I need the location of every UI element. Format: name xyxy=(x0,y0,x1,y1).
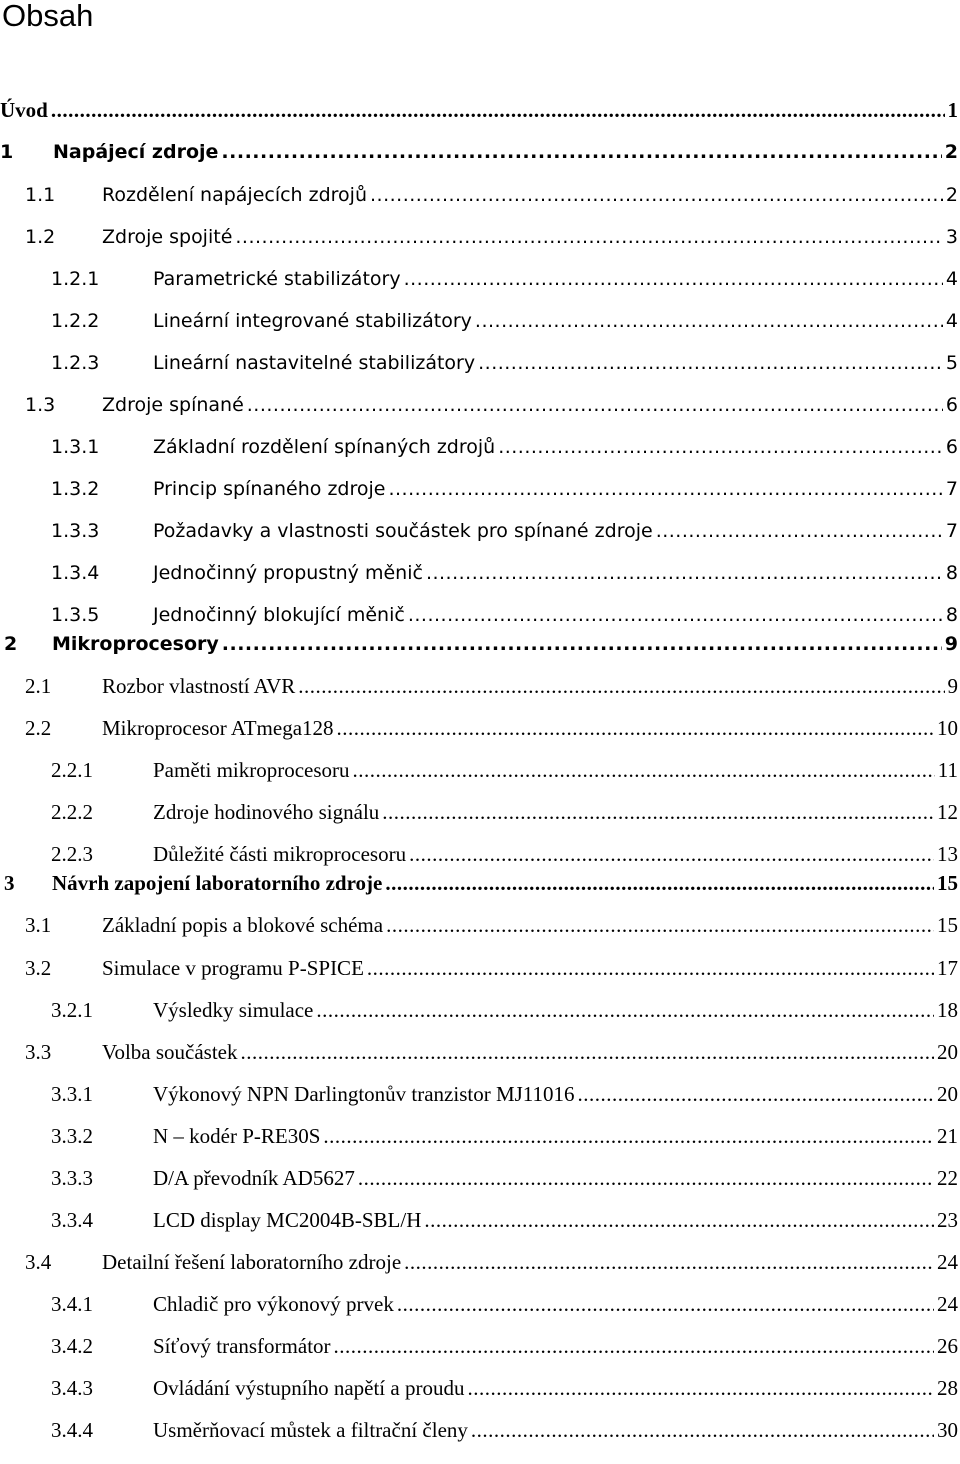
toc-entry-number: 3.3.3 xyxy=(51,1166,93,1190)
dot-leader xyxy=(471,1415,934,1445)
toc-entry-page-number: 6 xyxy=(945,436,958,458)
toc-entry-page-number: 1 xyxy=(947,98,958,122)
toc-entry[interactable] xyxy=(25,180,960,210)
dot-leader xyxy=(404,1247,934,1277)
dot-leader xyxy=(298,671,944,701)
toc-entry[interactable] xyxy=(51,1121,960,1151)
toc-entry-number: 2.2.3 xyxy=(51,842,93,866)
dot-leader xyxy=(241,1037,934,1067)
toc-entry[interactable] xyxy=(51,839,960,869)
toc-entry-title: N – kodér P-RE30S xyxy=(153,1124,321,1148)
toc-entry-number: 2.2 xyxy=(25,716,52,740)
dot-leader xyxy=(51,95,945,125)
toc-entry-title: Zdroje hodinového signálu xyxy=(153,800,380,824)
toc-entry-page-number: 26 xyxy=(937,1334,958,1358)
toc-entry-title: Zdroje spojité xyxy=(102,226,233,248)
toc-entry-page-number: 7 xyxy=(945,520,958,542)
dot-leader xyxy=(337,713,934,743)
toc-entry-number: 3.4.1 xyxy=(51,1292,93,1316)
toc-entry-number: 3.4.3 xyxy=(51,1376,93,1400)
toc-entry[interactable] xyxy=(51,1163,960,1193)
toc-entry-number: 3.2.1 xyxy=(51,998,93,1022)
dot-leader xyxy=(498,432,943,462)
toc-entry-page-number: 15 xyxy=(937,871,958,895)
toc-entry[interactable] xyxy=(51,1289,960,1319)
dot-leader xyxy=(467,1373,934,1403)
toc-entry[interactable] xyxy=(51,600,960,630)
toc-entry[interactable] xyxy=(51,474,960,504)
toc-entry-page-number: 17 xyxy=(937,956,958,980)
dot-leader xyxy=(353,755,935,785)
toc-entry-title: Ovládání výstupního napětí a proudu xyxy=(153,1376,465,1400)
toc-entry-page-number: 7 xyxy=(945,478,958,500)
toc-entry-page-number: 4 xyxy=(945,310,958,332)
toc-entry-number: 3.4.4 xyxy=(51,1418,93,1442)
toc-entry-number: 1.2 xyxy=(25,226,56,248)
dot-leader xyxy=(409,839,934,869)
toc-entry-page-number: 12 xyxy=(937,800,958,824)
toc-entry-page-number: 8 xyxy=(945,604,958,626)
toc-entry-page-number: 28 xyxy=(937,1376,958,1400)
toc-entry-page-number: 22 xyxy=(937,1166,958,1190)
toc-entry-title: Princip spínaného zdroje xyxy=(153,478,386,500)
toc-entry[interactable] xyxy=(25,910,960,940)
toc-entry-page-number: 13 xyxy=(937,842,958,866)
toc-entry-title: Základní rozdělení spínaných zdrojů xyxy=(153,436,496,458)
dot-leader xyxy=(370,180,943,210)
toc-entry[interactable] xyxy=(25,1037,960,1067)
toc-entry[interactable] xyxy=(51,1205,960,1235)
dot-leader xyxy=(404,264,943,294)
dot-leader xyxy=(316,995,934,1025)
dot-leader xyxy=(388,474,942,504)
toc-entry-title: Výkonový NPN Darlingtonův tranzistor MJ11016 xyxy=(153,1082,575,1106)
dot-leader xyxy=(222,629,942,659)
toc-entry-number: 1.3.1 xyxy=(51,436,100,458)
toc-entry[interactable] xyxy=(51,558,960,588)
toc-entry[interactable] xyxy=(25,222,960,252)
toc-entry[interactable] xyxy=(51,348,960,378)
toc-entry[interactable] xyxy=(51,306,960,336)
dot-leader xyxy=(386,910,934,940)
toc-entry-title: Mikroprocesor ATmega128 xyxy=(102,716,334,740)
toc-entry-page-number: 15 xyxy=(937,913,958,937)
toc-entry[interactable] xyxy=(0,95,960,125)
toc-entry-title: Paměti mikroprocesoru xyxy=(153,758,350,782)
toc-entry-title: Úvod xyxy=(0,98,48,122)
toc-entry-number: 2.1 xyxy=(25,674,52,698)
toc-entry-page-number: 30 xyxy=(937,1418,958,1442)
toc-entry[interactable] xyxy=(25,1247,960,1277)
dot-leader xyxy=(382,797,934,827)
toc-entry-title: Návrh zapojení laboratorního zdroje xyxy=(52,871,383,895)
toc-entry-page-number: 21 xyxy=(937,1124,958,1148)
toc-entry-number: 1 xyxy=(0,141,14,163)
toc-entry[interactable] xyxy=(51,432,960,462)
toc-entry[interactable] xyxy=(51,1079,960,1109)
toc-entry-page-number: 10 xyxy=(937,716,958,740)
toc-entry-number: 3.2 xyxy=(25,956,52,980)
dot-leader xyxy=(408,600,943,630)
toc-entry[interactable] xyxy=(51,1415,960,1445)
dot-leader xyxy=(578,1079,934,1109)
toc-entry-number: 3.4.2 xyxy=(51,1334,93,1358)
toc-entry-page-number: 8 xyxy=(945,562,958,584)
toc-entry-title: Důležité části mikroprocesoru xyxy=(153,842,407,866)
toc-entry-page-number: 11 xyxy=(937,758,958,782)
toc-entry-page-number: 24 xyxy=(937,1292,958,1316)
toc-entry[interactable] xyxy=(51,755,960,785)
dot-leader xyxy=(358,1163,934,1193)
toc-entry-number: 2.2.2 xyxy=(51,800,93,824)
toc-entry-page-number: 2 xyxy=(945,184,958,206)
toc-entry-page-number: 5 xyxy=(945,352,958,374)
toc-entry[interactable] xyxy=(51,797,960,827)
dot-leader xyxy=(478,348,943,378)
toc-entry-number: 3.1 xyxy=(25,913,52,937)
toc-entry-page-number: 18 xyxy=(937,998,958,1022)
dot-leader xyxy=(397,1289,934,1319)
toc-entry-page-number: 9 xyxy=(947,674,958,698)
dot-leader xyxy=(424,1205,934,1235)
toc-entry-number: 1.2.3 xyxy=(51,352,100,374)
dot-leader xyxy=(323,1121,934,1151)
dot-leader xyxy=(426,558,943,588)
toc-entry-page-number: 23 xyxy=(937,1208,958,1232)
toc-entry-page-number: 6 xyxy=(945,394,958,416)
toc-entry-title: Rozbor vlastností AVR xyxy=(102,674,296,698)
toc-entry-number: 1.3.3 xyxy=(51,520,100,542)
page-title: Obsah xyxy=(2,0,94,33)
toc-entry-number: 1.3.2 xyxy=(51,478,100,500)
toc-entry-title: Jednočinný blokující měnič xyxy=(153,604,405,626)
toc-entry-title: D/A převodník AD5627 xyxy=(153,1166,355,1190)
toc-entry-page-number: 3 xyxy=(945,226,958,248)
toc-entry-title: Požadavky a vlastnosti součástek pro spínané zdroje xyxy=(153,520,653,542)
toc-entry-title: Jednočinný propustný měnič xyxy=(153,562,423,584)
toc-entry-title: Napájecí zdroje xyxy=(53,141,219,163)
toc-entry-title: Rozdělení napájecích zdrojů xyxy=(102,184,368,206)
toc-entry-title: Simulace v programu P-SPICE xyxy=(102,956,364,980)
toc-entry-page-number: 9 xyxy=(944,633,958,655)
toc-entry[interactable] xyxy=(25,713,960,743)
toc-entry[interactable] xyxy=(51,1331,960,1361)
toc-entry-number: 3.3 xyxy=(25,1040,52,1064)
toc-entry-page-number: 20 xyxy=(937,1082,958,1106)
toc-entry[interactable] xyxy=(51,516,960,546)
toc-entry-title: Parametrické stabilizátory xyxy=(153,268,401,290)
toc-entry-title: Síťový transformátor xyxy=(153,1334,331,1358)
toc-entry[interactable] xyxy=(51,995,960,1025)
toc-entry[interactable] xyxy=(4,629,960,659)
toc-entry-number: 2 xyxy=(4,633,18,655)
toc-entry-title: Chladič pro výkonový prvek xyxy=(153,1292,394,1316)
dot-leader xyxy=(475,306,943,336)
toc-entry-number: 3.4 xyxy=(25,1250,52,1274)
toc-entry-title: Mikroprocesory xyxy=(52,633,219,655)
dot-leader xyxy=(385,868,934,898)
toc-entry-title: Lineární nastavitelné stabilizátory xyxy=(153,352,476,374)
toc-entry-number: 1.2.2 xyxy=(51,310,100,332)
dot-leader xyxy=(656,516,943,546)
toc-entry[interactable] xyxy=(25,671,960,701)
dot-leader xyxy=(367,953,934,983)
toc-entry-number: 1.2.1 xyxy=(51,268,100,290)
toc-entry-number: 3 xyxy=(4,871,15,895)
toc-entry-title: Zdroje spínané xyxy=(102,394,244,416)
toc-entry-number: 3.3.4 xyxy=(51,1208,93,1232)
dot-leader xyxy=(247,390,943,420)
toc-entry-title: Usměrňovací můstek a filtrační členy xyxy=(153,1418,468,1442)
toc-entry[interactable] xyxy=(51,1373,960,1403)
toc-entry[interactable] xyxy=(25,953,960,983)
toc-entry-number: 1.3.5 xyxy=(51,604,100,626)
toc-entry-title: Detailní řešení laboratorního zdroje xyxy=(102,1250,402,1274)
toc-entry-page-number: 4 xyxy=(945,268,958,290)
dot-leader xyxy=(334,1331,934,1361)
toc-entry-number: 3.3.1 xyxy=(51,1082,93,1106)
toc-entry-title: Volba součástek xyxy=(102,1040,238,1064)
toc-entry-title: Výsledky simulace xyxy=(153,998,314,1022)
dot-leader xyxy=(221,137,941,167)
toc-entry-number: 1.3 xyxy=(25,394,56,416)
toc-entry-title: Základní popis a blokové schéma xyxy=(102,913,384,937)
toc-entry-number: 2.2.1 xyxy=(51,758,93,782)
toc-entry[interactable] xyxy=(25,390,960,420)
toc-entry[interactable] xyxy=(51,264,960,294)
toc-entry[interactable] xyxy=(0,137,960,167)
toc-entry-number: 1.1 xyxy=(25,184,56,206)
dot-leader xyxy=(235,222,943,252)
toc-entry-number: 1.3.4 xyxy=(51,562,100,584)
toc-entry-page-number: 20 xyxy=(937,1040,958,1064)
toc-entry-title: Lineární integrované stabilizátory xyxy=(153,310,472,332)
toc-entry-page-number: 24 xyxy=(937,1250,958,1274)
toc-entry-page-number: 2 xyxy=(944,141,958,163)
toc-entry-number: 3.3.2 xyxy=(51,1124,93,1148)
toc-entry[interactable] xyxy=(4,868,960,898)
toc-entry-title: LCD display MC2004B-SBL/H xyxy=(153,1208,422,1232)
